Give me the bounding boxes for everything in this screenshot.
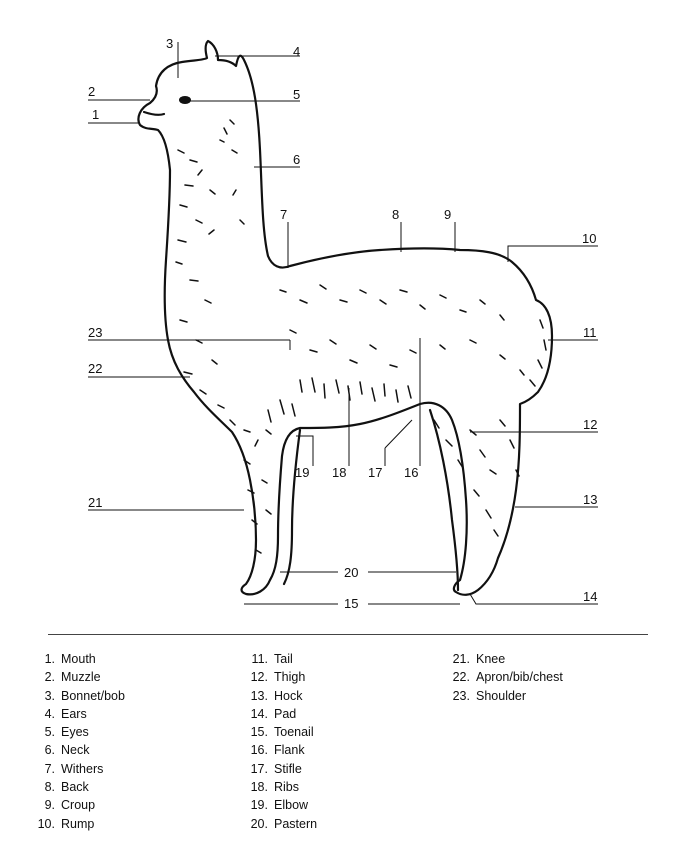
legend-label: Apron/bib/chest (476, 670, 563, 685)
legend-number: 4. (44, 706, 55, 721)
callout-3: 3 (166, 36, 174, 51)
legend-number: 21. (452, 652, 470, 666)
callout-5: 5 (293, 87, 301, 102)
fleece-texture (176, 120, 546, 553)
legend-item (243, 815, 317, 833)
legend-label: Neck (61, 743, 90, 758)
callout-16: 16 (404, 465, 419, 480)
legend-number: 17. (250, 761, 268, 776)
legend-label: Tail (274, 652, 293, 666)
legend-item (243, 741, 317, 759)
legend-number: 22. (452, 670, 470, 685)
legend-label: Pastern (274, 816, 318, 831)
legend-number: 14. (250, 706, 268, 721)
front-leg-inner-line (284, 430, 300, 584)
legend-item (243, 723, 317, 741)
legend-number: 8. (44, 780, 55, 795)
legend-item (30, 760, 125, 778)
legend-number: 1. (44, 652, 55, 666)
legend-item (243, 760, 317, 778)
legend-item (30, 815, 125, 833)
legend-item (30, 705, 125, 723)
callout-20: 20 (344, 565, 359, 580)
legend-number: 12. (250, 670, 268, 685)
legend-label: Flank (274, 743, 305, 758)
legend-label: Elbow (274, 798, 309, 813)
legend-number: 13. (250, 688, 268, 703)
legend-number: 3. (44, 688, 55, 703)
legend-item (30, 650, 125, 668)
legend-column-3 (445, 650, 563, 705)
legend-label: Mouth (61, 652, 96, 666)
legend-item (243, 778, 317, 796)
callout-6: 6 (293, 152, 301, 167)
legend-number: 23. (452, 688, 470, 703)
legend-number: 15. (250, 725, 268, 740)
legend-number: 19. (250, 798, 268, 813)
callout-7: 7 (280, 207, 288, 222)
callout-1: 1 (92, 107, 100, 122)
legend-number: 7. (44, 761, 55, 776)
legend-item (30, 796, 125, 814)
legend-label: Withers (61, 761, 104, 776)
legend-label: Toenail (274, 725, 314, 740)
muzzle-line (144, 112, 164, 115)
legend-number: 16. (250, 743, 268, 758)
callout-19: 19 (295, 465, 310, 480)
legend-number: 2. (44, 670, 55, 685)
legend-item (243, 687, 317, 705)
legend-item (445, 687, 563, 705)
hind-leg-inner-line (430, 410, 458, 590)
callout-18: 18 (332, 465, 347, 480)
legend-item (243, 668, 317, 686)
callout-leader-lines (88, 42, 598, 604)
legend-label: Ribs (274, 780, 300, 795)
callout-4: 4 (293, 44, 301, 59)
legend-item (30, 723, 125, 741)
legend-number: 10. (37, 816, 55, 831)
legend-label: Eyes (61, 725, 89, 740)
callout-9: 9 (444, 207, 452, 222)
legend-label: Croup (61, 798, 96, 813)
legend-label: Muzzle (61, 670, 101, 685)
legend-item (30, 741, 125, 759)
callout-14: 14 (583, 589, 598, 604)
legend-label: Bonnet/bob (61, 688, 125, 703)
legend-label: Stifle (274, 761, 302, 776)
legend-label: Hock (274, 688, 303, 703)
legend-label: Ears (61, 706, 87, 721)
legend-column-2 (243, 650, 317, 833)
callout-23: 23 (88, 325, 103, 340)
callout-21: 21 (88, 495, 103, 510)
legend-item (445, 668, 563, 686)
alpaca-figure (138, 41, 552, 595)
alpaca-body-outline (138, 41, 552, 595)
callout-12: 12 (583, 417, 598, 432)
legend-column-1 (30, 650, 125, 833)
legend-item (30, 687, 125, 705)
legend-label: Pad (274, 706, 297, 721)
legend-divider (48, 634, 648, 635)
legend-item (243, 705, 317, 723)
callout-13: 13 (583, 492, 598, 507)
legend-item (243, 650, 317, 668)
legend-number: 18. (250, 780, 268, 795)
callout-numbers (88, 36, 597, 611)
legend-number: 20. (250, 816, 268, 831)
legend-item (30, 668, 125, 686)
legend-number: 6. (44, 743, 55, 758)
legend-label: Rump (61, 816, 95, 831)
legend-label: Back (61, 780, 89, 795)
legend-item (30, 778, 125, 796)
callout-8: 8 (392, 207, 400, 222)
legend-label: Thigh (274, 670, 306, 685)
legend-item (445, 650, 563, 668)
callout-17: 17 (368, 465, 383, 480)
callout-15: 15 (344, 596, 359, 611)
legend-number: 11. (251, 652, 268, 666)
callout-2: 2 (88, 84, 96, 99)
callout-11: 11 (583, 325, 597, 340)
legend-label: Shoulder (476, 688, 527, 703)
legend-number: 9. (44, 798, 55, 813)
legend-number: 5. (44, 725, 55, 740)
legend-label: Knee (476, 652, 506, 666)
callout-22: 22 (88, 361, 103, 376)
callout-10: 10 (582, 231, 597, 246)
eye-mark (179, 96, 191, 104)
legend-item (243, 796, 317, 814)
